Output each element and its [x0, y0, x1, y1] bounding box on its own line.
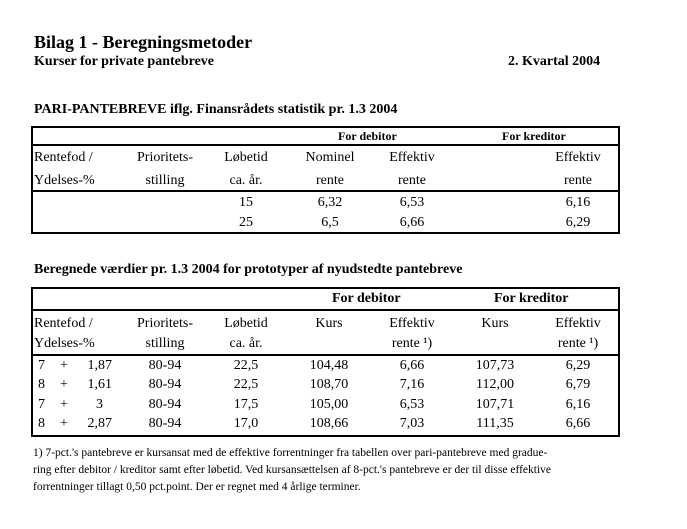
table1-col-rentefod: Rentefod /: [34, 150, 93, 165]
row-plus: +: [60, 416, 68, 431]
table1-group-kreditor: For kreditor: [502, 129, 566, 143]
table1-col-prioritet: Prioritets-: [137, 150, 193, 165]
table2-col-kurs-kreditor: Kurs: [481, 316, 509, 331]
table-row: 25: [239, 215, 253, 230]
page-title: Bilag 1 - Beregningsmetoder: [34, 32, 253, 52]
table2-col-kurs-debitor: Kurs: [315, 316, 343, 331]
table2-group-divider: [31, 309, 620, 311]
table2-col-eff-kreditor-2: rente ¹): [557, 336, 599, 351]
table-row: 15: [239, 195, 253, 210]
row-loebetid: 22,5: [233, 358, 259, 373]
table2-col-eff-debitor: Effektiv: [389, 316, 435, 331]
quarter-label: 2. Kvartal 2004: [508, 54, 601, 69]
row-plus: +: [60, 358, 68, 373]
row-prio: 80-94: [148, 416, 182, 431]
table-cell: 6,29: [565, 215, 591, 230]
row-rente: 8: [38, 377, 45, 392]
row-ydelse: 3: [96, 397, 103, 412]
row-kurs-debitor: 108,70: [309, 377, 349, 392]
table1-col-nominel: Nominel: [305, 150, 355, 165]
table2-group-debitor: For debitor: [332, 291, 401, 306]
table1-col-eff-kreditor-2: rente: [564, 173, 592, 188]
row-loebetid: 17,0: [233, 416, 259, 431]
row-ydelse: 1,87: [87, 358, 112, 373]
row-prio: 80-94: [148, 397, 182, 412]
row-eff-debitor: 6,53: [399, 397, 425, 412]
table2-col-eff-debitor-2: rente ¹): [391, 336, 433, 351]
table-cell: 6,66: [399, 215, 425, 230]
table-cell: 6,5: [321, 215, 339, 230]
row-kurs-debitor: 108,66: [309, 416, 349, 431]
table1-col-eff-debitor: Effektiv: [389, 150, 435, 165]
row-kurs-kreditor: 107,73: [475, 358, 515, 373]
table2-col-eff-kreditor: Effektiv: [555, 316, 601, 331]
table1-col-rentefod-2: Ydelses-%: [34, 173, 95, 188]
row-eff-kreditor: 6,16: [565, 397, 591, 412]
footnote-line: ring efter debitor / kreditor samt efter løbetid. Ved kursansættelsen af 8-pct.'s pantebreve er der til disse effektive: [33, 464, 552, 476]
table1-col-prioritet-2: stilling: [145, 173, 185, 188]
row-loebetid: 17,5: [233, 397, 259, 412]
row-rente: 7: [38, 358, 45, 373]
row-prio: 80-94: [148, 358, 182, 373]
row-kurs-kreditor: 107,71: [475, 397, 515, 412]
table-cell: 6,16: [565, 195, 591, 210]
row-rente: 8: [38, 416, 45, 431]
table2-col-prioritet-2: stilling: [145, 336, 185, 351]
table1-col-nominel-2: rente: [316, 173, 344, 188]
row-ydelse: 1,61: [87, 377, 112, 392]
footnote-line: forrentninger tillagt 0,50 pct.point. Der er regnet med 4 årlige terminer.: [33, 481, 361, 493]
table2-col-rentefod-2: Ydelses-%: [34, 336, 95, 351]
row-kurs-debitor: 104,48: [309, 358, 349, 373]
table1-group-divider: [31, 144, 620, 146]
row-ydelse: 2,87: [87, 416, 112, 431]
table2-group-kreditor: For kreditor: [494, 291, 569, 306]
table2-col-rentefod: Rentefod /: [34, 316, 93, 331]
row-kurs-kreditor: 112,00: [476, 377, 514, 392]
row-eff-kreditor: 6,29: [565, 358, 591, 373]
row-loebetid: 22,5: [233, 377, 259, 392]
table2-col-prioritet: Prioritets-: [137, 316, 193, 331]
table1-heading: PARI-PANTEBREVE iflg. Finansrådets statistik pr. 1.3 2004: [34, 102, 398, 117]
table1-group-debitor: For debitor: [338, 129, 397, 143]
page-subtitle: Kurser for private pantebreve: [34, 54, 215, 69]
row-eff-debitor: 6,66: [399, 358, 425, 373]
footnote-line: 1) 7-pct.'s pantebreve er kursansat med de effektive forrentninger fra tabellen over pari-pantebreve med gradue-: [33, 447, 548, 459]
row-kurs-debitor: 105,00: [309, 397, 349, 412]
row-eff-debitor: 7,03: [399, 416, 425, 431]
row-eff-kreditor: 6,79: [565, 377, 591, 392]
table1-col-eff-kreditor: Effektiv: [555, 150, 601, 165]
table2-col-loebetid-2: ca. år.: [229, 336, 263, 351]
row-eff-kreditor: 6,66: [565, 416, 591, 431]
table2-col-loebetid: Løbetid: [224, 316, 268, 331]
table1-col-loebetid-2: ca. år.: [229, 173, 263, 188]
table1-col-loebetid: Løbetid: [224, 150, 268, 165]
row-eff-debitor: 7,16: [399, 377, 425, 392]
table2-header-divider: [31, 354, 620, 356]
table2-heading: Beregnede værdier pr. 1.3 2004 for prototyper af nyudstedte pantebreve: [34, 262, 463, 277]
row-kurs-kreditor: 111,35: [476, 416, 514, 431]
row-rente: 7: [38, 397, 45, 412]
row-plus: +: [60, 397, 68, 412]
row-prio: 80-94: [148, 377, 182, 392]
table1-header-divider: [31, 190, 620, 192]
table-cell: 6,32: [317, 195, 343, 210]
table-cell: 6,53: [399, 195, 425, 210]
table1-col-eff-debitor-2: rente: [398, 173, 426, 188]
row-plus: +: [60, 377, 68, 392]
